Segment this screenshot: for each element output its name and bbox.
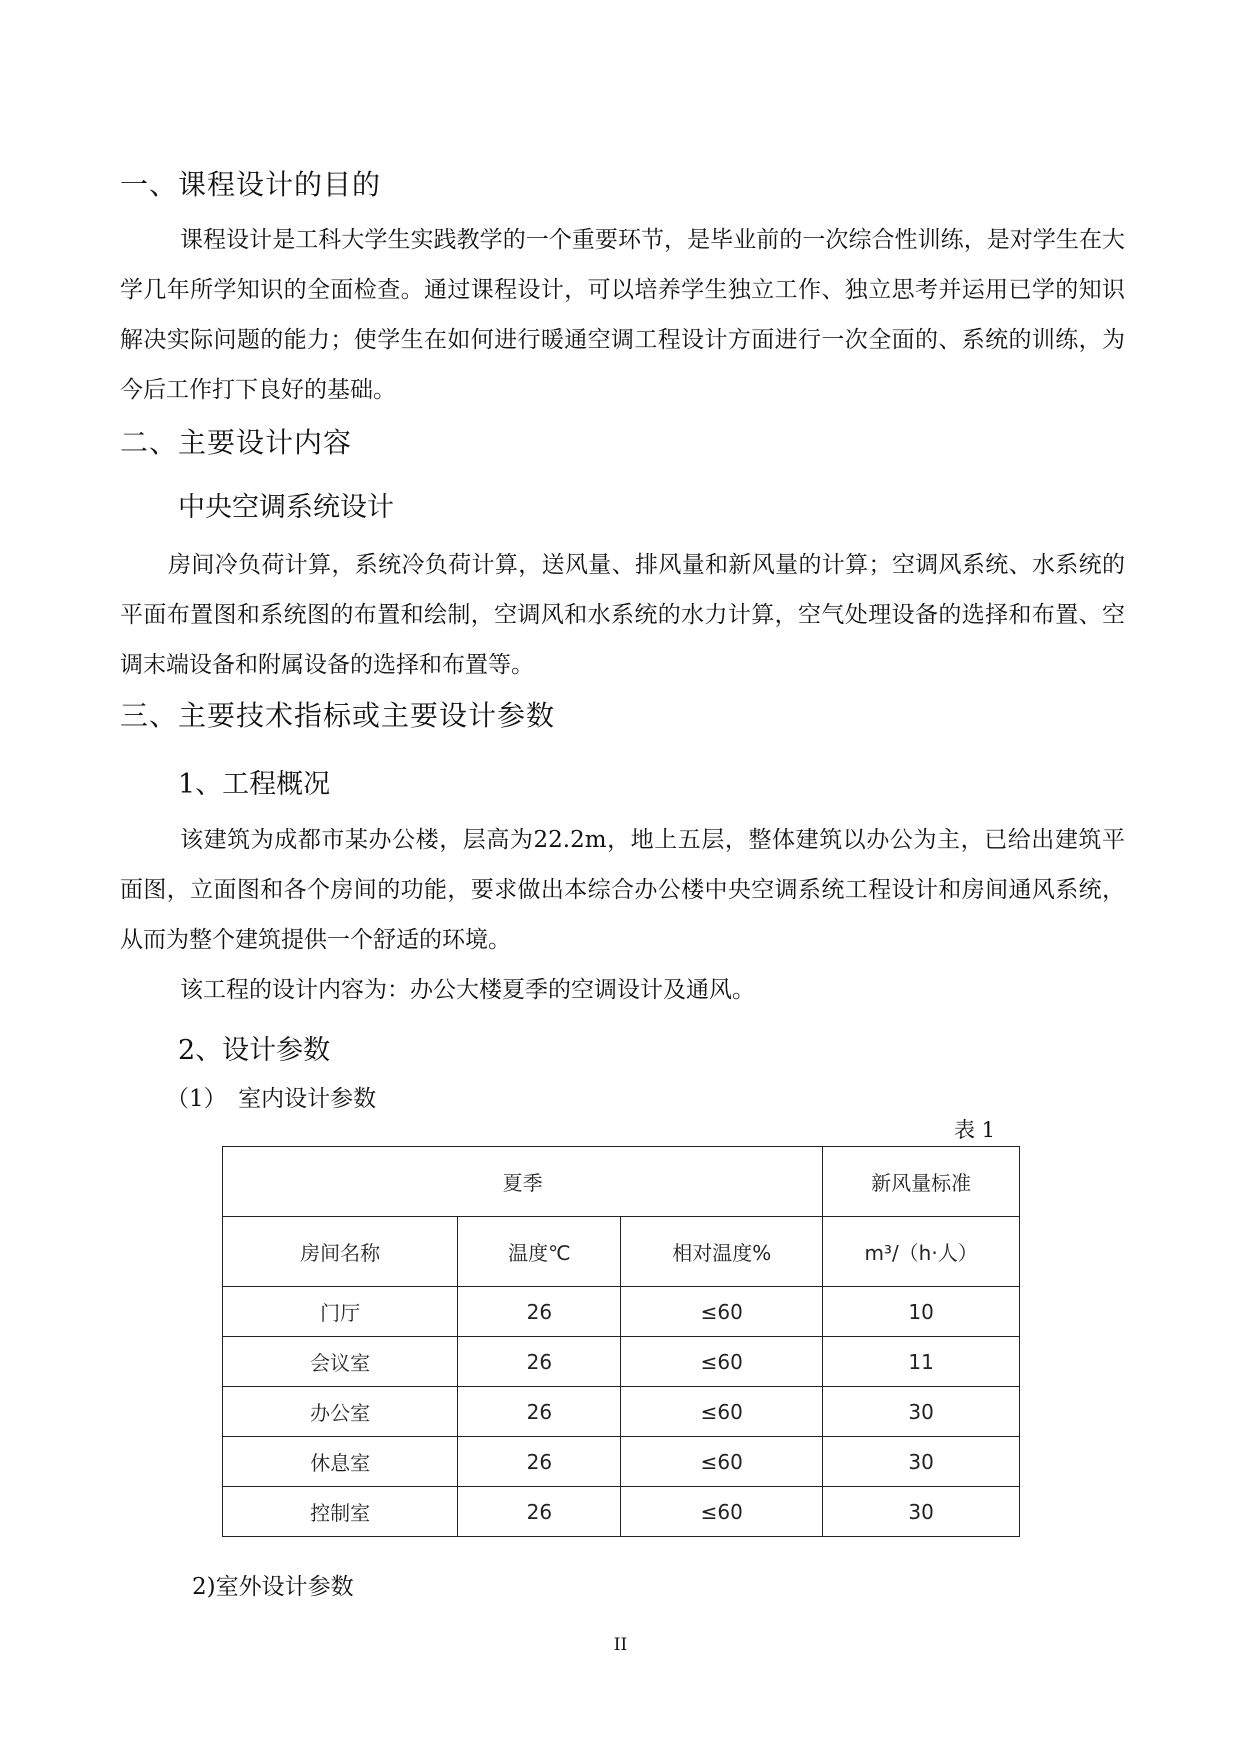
- table-row: [223, 1287, 1020, 1337]
- section3-heading: 三、主要技术指标或主要设计参数: [120, 699, 556, 732]
- temp-cell: 26: [458, 1437, 621, 1487]
- section2-paragraph: 房间冷负荷计算，系统冷负荷计算，送风量、排风量和新风量的计算；空调风系统、水系统的平面布置图和系统图的布置和绘制，空调风和水系统的水力计算，空气处理设备的选择和布置、空调末端设备和附属设备的选择和布置等。: [120, 552, 1125, 678]
- fresh-air-cell: 30: [823, 1387, 1020, 1437]
- fresh-air-header: 新风量标准: [823, 1147, 1020, 1217]
- design-parameters-heading: 2、设计参数: [178, 1035, 331, 1066]
- table-caption: 表 1: [953, 1118, 995, 1142]
- table-row: [223, 1437, 1020, 1487]
- table-subheader-row: [223, 1217, 1020, 1287]
- table-row: [223, 1387, 1020, 1437]
- section1-heading: 一、课程设计的目的: [120, 168, 382, 201]
- room-cell: 休息室: [223, 1437, 458, 1487]
- humidity-cell: ≤60: [621, 1437, 823, 1487]
- project-overview-heading: 1、工程概况: [178, 769, 331, 800]
- temp-cell: 26: [458, 1287, 621, 1337]
- page-number: II: [613, 1635, 628, 1655]
- fresh-air-cell: 11: [823, 1337, 1020, 1387]
- section1-paragraph: 课程设计是工科大学生实践教学的一个重要环节，是毕业前的一次综合性训练，是对学生在大学几年所学知识的全面检查。通过课程设计，可以培养学生独立工作、独立思考并运用已学的知识解决实际问题的能力；使学生在如何进行暖通空调工程设计方面进行一次全面的、系统的训练，为今后工作打下良好的基础。: [120, 227, 1125, 403]
- humidity-header: 相对温度%: [621, 1217, 823, 1287]
- humidity-cell: ≤60: [621, 1287, 823, 1337]
- humidity-cell: ≤60: [621, 1337, 823, 1387]
- project-overview-paragraph: 该建筑为成都市某办公楼，层高为22.2m，地上五层，整体建筑以办公为主，已给出建筑平面图，立面图和各个房间的功能，要求做出本综合办公楼中央空调系统工程设计和房间通风系统，从而为整个建筑提供一个舒适的环境。: [120, 827, 1125, 953]
- unit-header: m³/（h·人）: [823, 1217, 1020, 1287]
- humidity-cell: ≤60: [621, 1387, 823, 1437]
- temperature-header: 温度℃: [458, 1217, 621, 1287]
- room-cell: 办公室: [223, 1387, 458, 1437]
- design-content-paragraph: 该工程的设计内容为：办公大楼夏季的空调设计及通风。: [180, 977, 755, 1003]
- table-row: [223, 1487, 1020, 1537]
- fresh-air-cell: 30: [823, 1437, 1020, 1487]
- summer-header: 夏季: [223, 1147, 823, 1217]
- humidity-cell: ≤60: [621, 1487, 823, 1537]
- fresh-air-cell: 10: [823, 1287, 1020, 1337]
- temp-cell: 26: [458, 1387, 621, 1437]
- room-cell: 会议室: [223, 1337, 458, 1387]
- room-name-header: 房间名称: [223, 1217, 458, 1287]
- table-row: [223, 1337, 1020, 1387]
- outdoor-parameters-item: 2)室外设计参数: [192, 1574, 354, 1600]
- section2-heading: 二、主要设计内容: [120, 426, 353, 459]
- room-cell: 控制室: [223, 1487, 458, 1537]
- temp-cell: 26: [458, 1487, 621, 1537]
- room-cell: 门厅: [223, 1287, 458, 1337]
- fresh-air-cell: 30: [823, 1487, 1020, 1537]
- indoor-parameters-item: （1） 室内设计参数: [166, 1086, 377, 1112]
- indoor-design-table: [222, 1146, 1020, 1537]
- table-header-row: [223, 1147, 1020, 1217]
- section2-subheading: 中央空调系统设计: [178, 492, 394, 523]
- temp-cell: 26: [458, 1337, 621, 1387]
